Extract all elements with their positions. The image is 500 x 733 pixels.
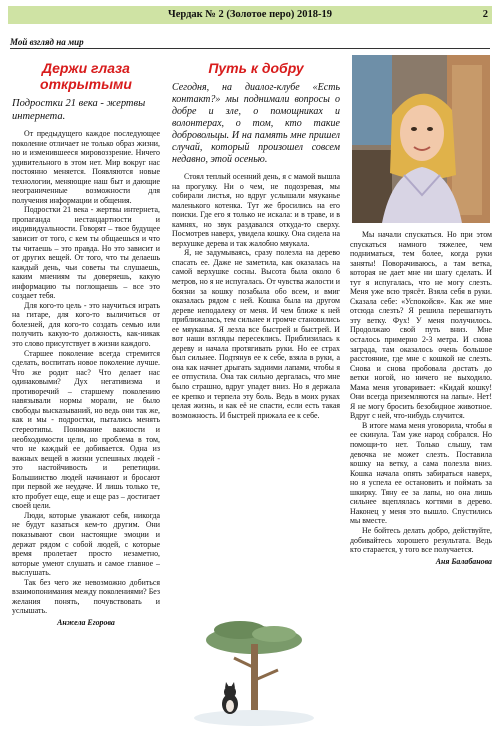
article-2-lead: Сегодня, на диалог-клубе «Есть контакт?» мы поднимали вопросы о добре и зле, о помощниках и волонтерах, о том, кто такие добровольцы. И на память мне пришел случай, который произошел совсем недавно, этой осенью. [172,82,340,165]
article-2-author: Аня Балабанова [435,556,492,566]
article-1-lead: Подростки 21 века - жертвы интернета. [12,98,146,122]
article-2 [172,60,340,420]
article-1-paragraph: От предыдущего каждое последующее поколение отличает не только образ жизни, но и изменившееся мировоззрение. Ничего удивительного в этом нет. Мир вокруг нас постоянно меняется. Появляются новые технологии, меняющие наш быт и дающие неограниченные возможности для получения информации и общения. [12,129,160,205]
article-2-continued [350,230,492,566]
page-number: 2 [482,9,488,20]
page-header [8,6,492,24]
article-1-paragraph: Для кого-то цель - это научиться играть на гитаре, для кого-то выличиться от болезней, для кого-то создать семью или получить какую-то должность, как-никак это слово присутствует в жизни каждого. [12,300,160,349]
article-2-paragraph: Стоял теплый осенний день, я с мамой вышла на прогулку. Ни о чем, не подозревая, мы собирали листья, но вдруг услышали мяуканье маленького котенка. Тут же бросились на его поиски. Где его я только не искала: и в траве, и в камнях, но звук раздавался откуда-то сверху. Посмотрев наверх, увидела кошку. Она сидела на верхушке дерева и так жалобно мяукала. [172,172,340,248]
girl-photo [352,55,490,223]
article-1-paragraph: Подростки 21 века - жертвы интернета, пропаганда нестандартности и индивидуальности. Говорят – твое будущее зависит от того, с кем ты общаешься и что ты читаешь – это правда. Но это зависит и от других вещей. От того, что ты делаешь каждый день, чьи советы ты слушаешь, каким мнениям ты доверяешь, какую информацию ты поглощаешь – все это создает тебя. [12,205,160,301]
article-2-headline: Путь к добру [208,60,304,76]
article-2-paragraph: Не бойтесь делать добро, действуйте, добивайтесь хорошего результата. Ведь кто старается, у того все получается. [350,525,492,555]
article-2-paragraph: Мы начали спускаться. Но при этом спускаться намного тяжелее, чем подниматься, тем более, когда руки заняты! Поворачиваюсь, а там ветка, которая не дает мне ни шагу сделать. И тут я испугалась, что не могу слезть. Меня уже всю трясёт. Взяла себя в руки. Сказала себе: «Успокойся». Как же мне отсюда слезть? Я решила перешагнуть эту ветку. Фух! У меня получилось. Продолжаю свой путь вниз. Мне осталось примерно 2-3 метра. И снова заграда, там оказалось очень большое расстояние, где мне с кошкой не слезть. Снова и снова пробовала достать до ветки ногой, но ничего не выходило. Мама меня уговаривает: «Кидай кошку! Они всегда приземляются на лапы». Нет! Я не могу бросить безобидное животное. Вдруг с ней, что-нибудь случится. [350,230,492,421]
article-1-paragraph: Старшее поколение всегда стремится сделать, воспитать новое поколение лучше. Что же родит нас? Что делает нас одинаковыми? Дух негативизма и противоречий – старшему поколению навязывали нормы морали, не было свободы высказываний, но ведь они так же, как и мы - подростки, пытались менять стереотипы. Понимание важности и необходимости цели, но проблема в том, что не каждый ее добивается. Одна из важных вещей в жизни успешных людей - это настойчивость и репетиции. Большинство людей начинают и бросают при первой же неудаче. И лишь только те, кто пробует еще, еще и еще раз – достигает своей цели. [12,348,160,511]
article-1-headline: Держи глаза открытыми [40,60,132,92]
article-2-paragraph: В итоге мама меня уговорила, чтобы я ее скинула. Там уже народ собрался. Но помощи-то нет. Только слышу, там девочка не может слезть. Поставила кошку на ветку, а сама полезла вниз. Кошка начала опять забираться наверх, но я успела ее остановить и поймать за шкирку. Тяну ее за лапы, но она лишь сильнее вцеплялась когтями в дерево. Наконец у меня это вышло. Спустились мы вместе. [350,420,492,526]
article-1 [12,60,160,627]
section-title: Мой взгляд на мир [10,37,490,49]
article-1-paragraph: Люди, которые уважают себя, никогда не будут казаться кем-то другим. Они показывают свои настоящие эмоции и держат рядом с собой людей, с которые время пролетает просто незаметно, которые умеют слушать и самое главное – выслушать. [12,510,160,578]
article-1-author: Анжела Егорова [57,617,115,627]
article-1-paragraph: Так без чего же невозможно добиться взаимопонимания между поколениями? Без желания понять, почувствовать и услышать. [12,577,160,616]
tree-cat-illustration [174,618,334,728]
header-title: Чердак № 2 (Золотое перо) 2018-19 [168,9,332,20]
article-2-paragraph: Я, не задумываясь, сразу полезла на дерево спасать ее. Даже не заметила, как оказалась на самой верхушке сосны. Высота была около 6 метров, но я не испугалась. От чувства жалости и боязни за кошку позабыла обо всем, и вмиг оказалась рядом с ней. Кошка была на другом дереве неподалеку от меня. И чем ближе к ней приближалась, тем сильнее и громче становились ее мяуканья. Я лезла все быстрей и быстрей. И вот наши взгляды пересеклись. Приблизилась к дереву и начала протягивать руки. Но ее страх был сильнее. Подтянув ее к себе, взяла в руки, а она как начнет дрыгать задними лапами, чтобы я ее отпустила. Она так сильно дергалась, что мне было страшно, вдруг упадет вниз. Но я держала ее крепко и терпела эту боль. Ведь в моих руках целая жизнь, и как её не спасти, если есть такая возможность. И быстрей прижала ее к себе. [172,248,340,420]
